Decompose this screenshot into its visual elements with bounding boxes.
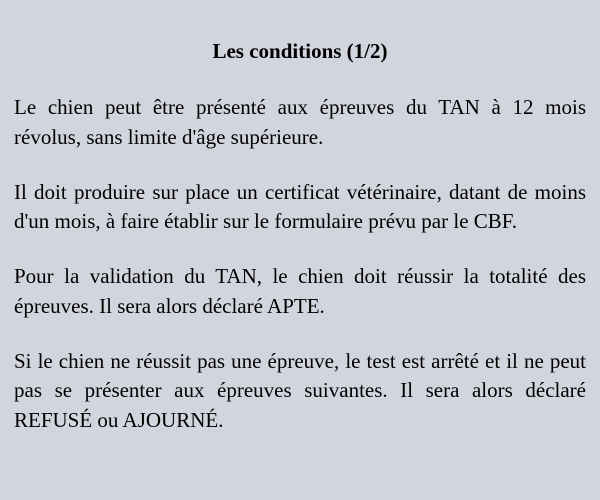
paragraph-age-condition: Le chien peut être présenté aux épreuves du TAN à 12 mois révolus, sans limite d'âge supérieure. — [14, 95, 586, 149]
slide-body — [14, 93, 586, 461]
slide-title: Les conditions (1/2) — [212, 39, 388, 63]
paragraph-validation: Pour la validation du TAN, le chien doit réussir la totalité des épreuves. Il sera alors déclaré APTE. — [14, 264, 586, 318]
paragraph-vet-certificate: Il doit produire sur place un certificat vétérinaire, datant de moins d'un mois, à faire établir sur le formulaire prévu par le CBF. — [14, 179, 586, 233]
paragraph-failure: Si le chien ne réussit pas une épreuve, le test est arrêté et il ne peut pas se présenter aux épreuves suivantes. Il sera alors déclaré REFUSÉ ou AJOURNÉ. — [14, 348, 586, 432]
